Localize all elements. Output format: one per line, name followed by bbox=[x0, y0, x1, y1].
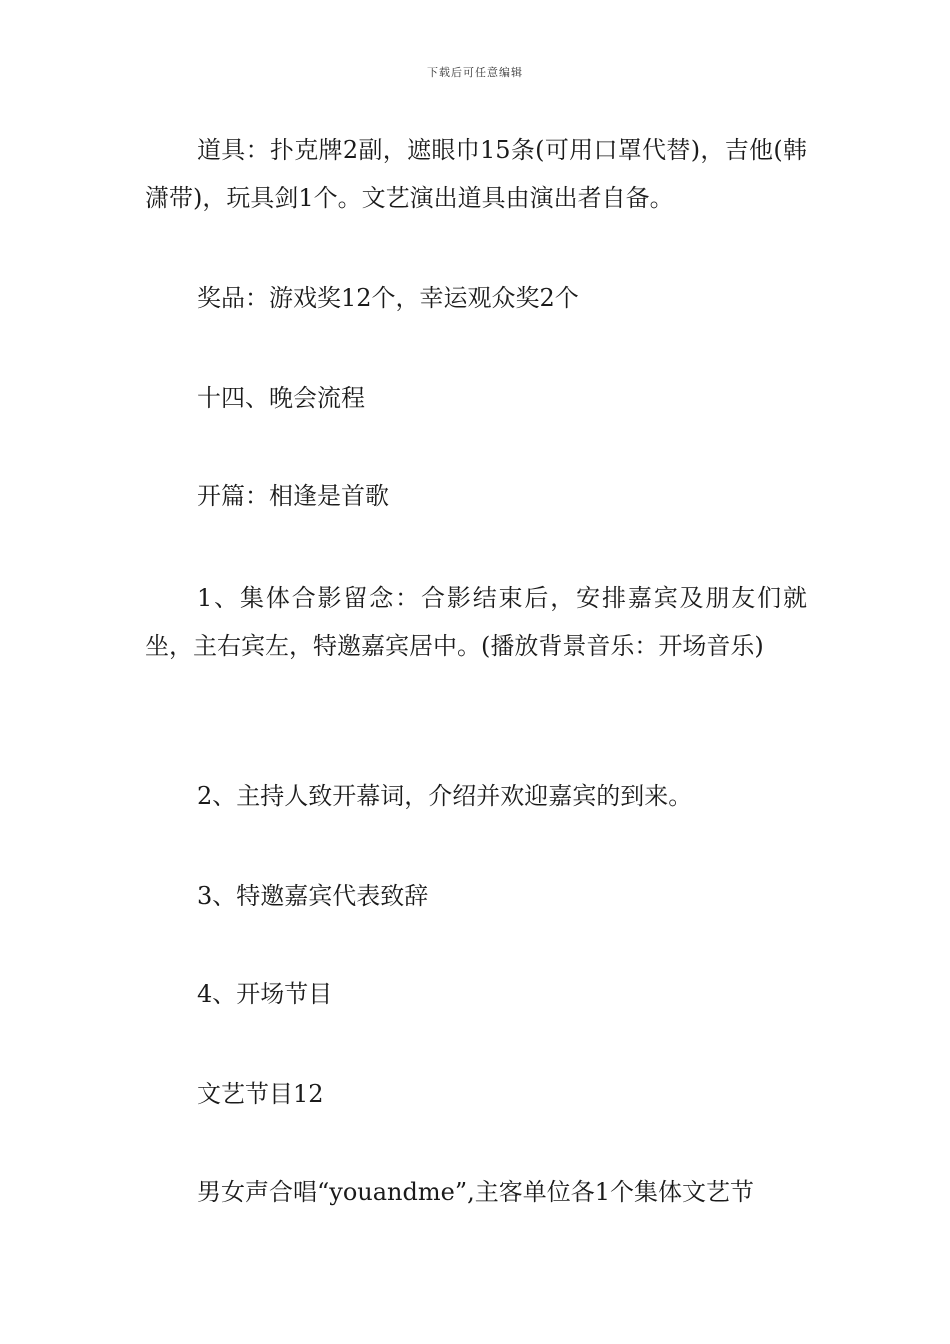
step-4-paragraph: 4、开场节目 bbox=[197, 980, 333, 1008]
step-1-paragraph: 1、集体合影留念：合影结束后，安排嘉宾及朋友们就坐，主右宾左，特邀嘉宾居中。(播放背景音乐：开场音乐) bbox=[145, 584, 807, 660]
props-paragraph: 道具：扑克牌2副，遮眼巾15条(可用口罩代替)，吉他(韩潇带)，玩具剑1个。文艺演出道具由演出者自备。 bbox=[145, 136, 807, 212]
program-heading: 文艺节目12 bbox=[197, 1080, 324, 1108]
page-header: 下载后可任意编辑 bbox=[427, 66, 523, 79]
section-heading: 十四、晚会流程 bbox=[197, 384, 365, 412]
step-2-paragraph: 2、主持人致开幕词，介绍并欢迎嘉宾的到来。 bbox=[197, 782, 693, 810]
opening-paragraph: 开篇：相逢是首歌 bbox=[197, 482, 389, 510]
chorus-paragraph: 男女声合唱“youandme”,主客单位各1个集体文艺节 bbox=[197, 1178, 754, 1206]
step-3-paragraph: 3、特邀嘉宾代表致辞 bbox=[197, 882, 429, 910]
prizes-paragraph: 奖品：游戏奖12个，幸运观众奖2个 bbox=[197, 284, 579, 312]
